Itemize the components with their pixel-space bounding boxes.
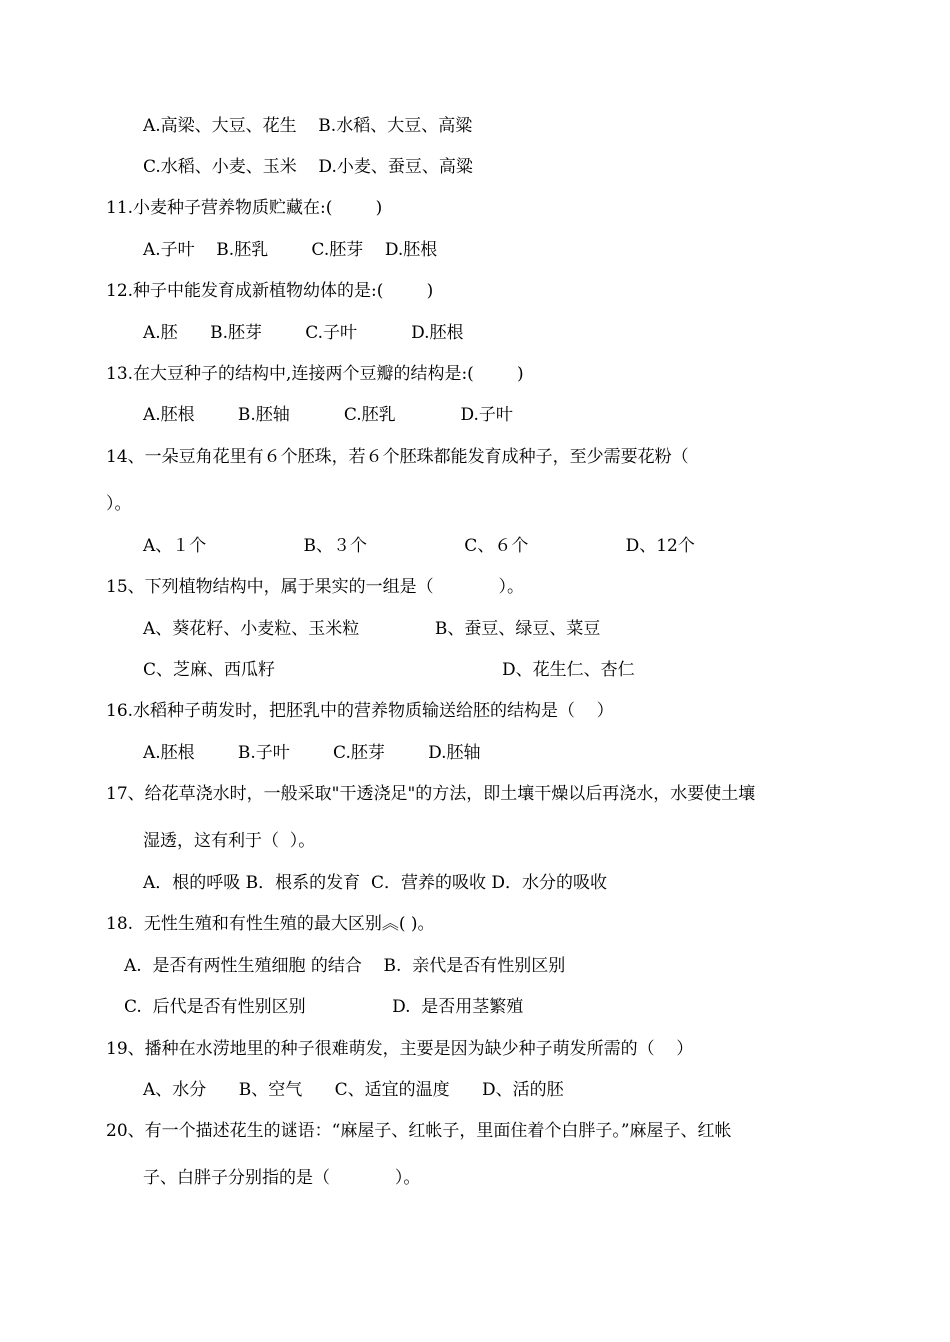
- question-14: 14、一朵豆角花里有６个胚珠，若６个胚珠都能发育成种子，至少需要花粉（: [106, 447, 689, 467]
- question-15: 15、下列植物结构中，属于果实的一组是（ ）。: [106, 577, 524, 597]
- q16-options: A.胚根 B.子叶 C.胚芽 D.胚轴: [143, 743, 481, 763]
- q13-options: A.胚根 B.胚轴 C.胚乳 D.子叶: [143, 405, 513, 425]
- question-16: 16.水稻种子萌发时，把胚乳中的营养物质输送给胚的结构是（ ）: [106, 701, 614, 721]
- question-14-continued: ）。: [106, 494, 132, 514]
- q12-options: A.胚 B.胚芽 C.子叶 D.胚根: [143, 323, 464, 343]
- q15-options-cd: C、芝麻、西瓜籽 D、花生仁、杏仁: [143, 660, 635, 680]
- question-19: 19、播种在水涝地里的种子很难萌发，主要是因为缺少种子萌发所需的（ ）: [106, 1039, 694, 1059]
- q18-options-cd: C. 后代是否有性别区别 D. 是否用茎繁殖: [124, 997, 524, 1017]
- q10-options-ab: A.高梁、大豆、花生 B.水稻、大豆、高粱: [143, 116, 473, 136]
- q11-options: A.子叶 B.胚乳 C.胚芽 D.胚根: [143, 240, 438, 260]
- question-18: 18. 无性生殖和有性生殖的最大区别︽( )。: [106, 914, 435, 934]
- question-20: 20、有一个描述花生的谜语：“麻屋子、红帐子，里面住着个白胖子。”麻屋子、红帐: [106, 1121, 732, 1141]
- question-20-continued: 子、白胖子分别指的是（ ）。: [143, 1168, 421, 1188]
- q18-options-ab: A. 是否有两性生殖细胞 的结合 B. 亲代是否有性别区别: [124, 956, 566, 976]
- q15-options-ab: A、葵花籽、小麦粒、玉米粒 B、蚕豆、绿豆、菜豆: [143, 619, 601, 639]
- question-11: 11.小麦种子营养物质贮藏在:( ): [106, 198, 383, 218]
- q19-options: A、水分 B、空气 C、适宜的温度 D、活的胚: [143, 1080, 564, 1100]
- question-17-continued: 湿透，这有利于（ ）。: [143, 831, 316, 851]
- q10-options-cd: C.水稻、小麦、玉米 D.小麦、蚕豆、高粱: [143, 157, 473, 177]
- question-13: 13.在大豆种子的结构中,连接两个豆瓣的结构是:( ): [106, 364, 524, 384]
- question-17: 17、给花草浇水时，一般采取"干透浇足"的方法，即土壤干燥以后再浇水，水要使土壤: [106, 784, 756, 804]
- q14-options: A、１个 B、３个 C、６个 D、12个: [143, 536, 695, 556]
- question-12: 12.种子中能发育成新植物幼体的是:( ): [106, 281, 434, 301]
- q17-options: A．根的呼吸 B．根系的发育 C．营养的吸收 D．水分的吸收: [143, 873, 608, 893]
